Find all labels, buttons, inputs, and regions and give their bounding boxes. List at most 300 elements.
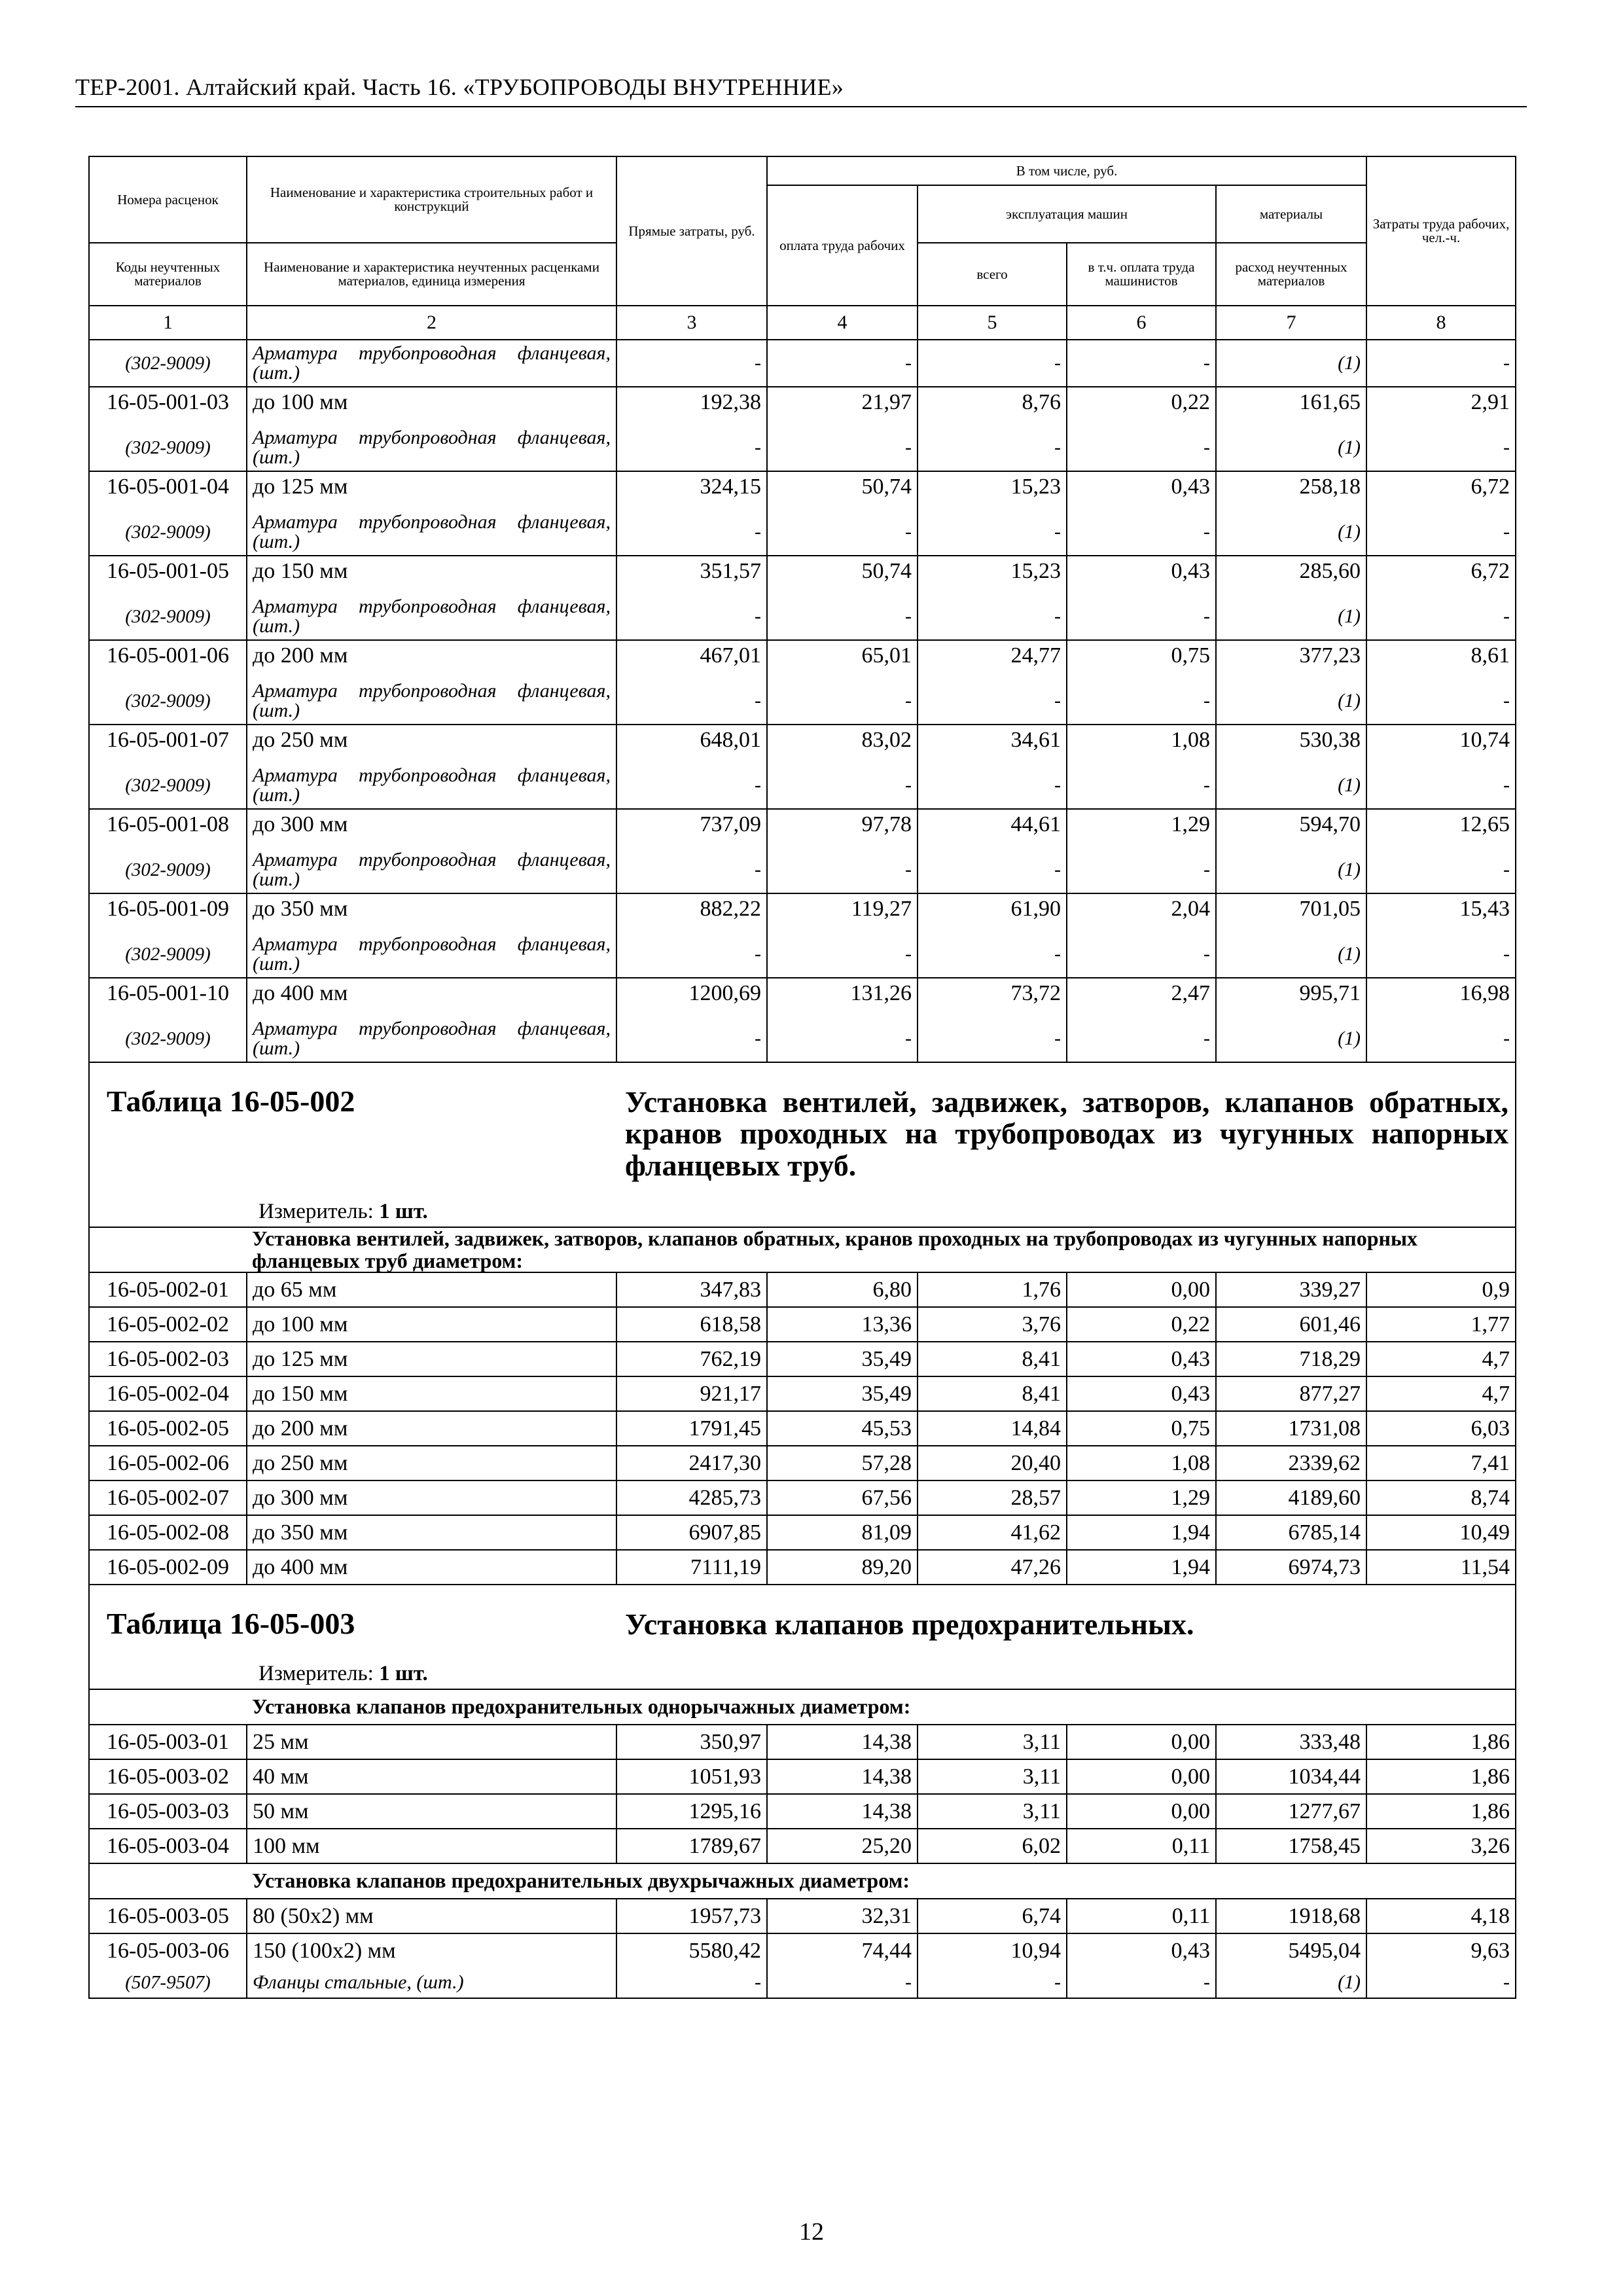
direct-costs-value: - — [616, 678, 767, 725]
section-caption: Установка клапанов предохранительных двухрычажных диаметром: — [247, 1863, 1516, 1899]
direct-costs-value: 347,83 — [616, 1272, 767, 1307]
machinist-pay-value: 1,29 — [1067, 1480, 1216, 1515]
material-row — [89, 847, 1516, 893]
labor-cost-value: - — [1366, 594, 1516, 640]
unit-label: Измеритель: — [259, 1662, 374, 1686]
machines-total-value: - — [918, 678, 1067, 725]
machines-total-value: 8,41 — [918, 1376, 1067, 1411]
rate-code: 16-05-001-09 — [89, 893, 247, 931]
material-usage-value: 1731,08 — [1216, 1411, 1366, 1446]
table-row — [89, 556, 1516, 594]
direct-costs-value: 351,57 — [616, 556, 767, 594]
machines-total-value: 28,57 — [918, 1480, 1067, 1515]
rate-code: 16-05-002-09 — [89, 1550, 247, 1585]
direct-costs-value: - — [616, 762, 767, 809]
col-header-worker-pay: оплата труда рабочих — [767, 185, 918, 306]
material-usage-value: 339,27 — [1216, 1272, 1366, 1307]
direct-costs-value: 921,17 — [616, 1376, 767, 1411]
rate-code: 16-05-001-05 — [89, 556, 247, 594]
labor-cost-value: 8,61 — [1366, 640, 1516, 678]
machines-total-value: 1,76 — [918, 1272, 1067, 1307]
material-usage-value: 1918,68 — [1216, 1899, 1366, 1933]
direct-costs-value: - — [616, 1967, 767, 1998]
rate-code: 16-05-002-06 — [89, 1446, 247, 1480]
direct-costs-value: - — [616, 340, 767, 387]
worker-pay-value: 50,74 — [767, 556, 918, 594]
material-usage-value: 1034,44 — [1216, 1759, 1366, 1794]
table-row — [89, 1480, 1516, 1515]
worker-pay-value: - — [767, 931, 918, 978]
machinist-pay-value: - — [1067, 340, 1216, 387]
material-name: Фланцы стальные, (шт.) — [247, 1967, 616, 1998]
col-number: 1 — [89, 306, 247, 340]
labor-cost-value: 1,86 — [1366, 1759, 1516, 1794]
direct-costs-value: 4285,73 — [616, 1480, 767, 1515]
material-row — [89, 762, 1516, 809]
labor-cost-value: 1,77 — [1366, 1307, 1516, 1342]
worker-pay-value: 89,20 — [767, 1550, 918, 1585]
table-title-row — [89, 1585, 1516, 1689]
section-caption-row — [89, 1863, 1516, 1899]
machinist-pay-value: 1,29 — [1067, 809, 1216, 847]
direct-costs-value: - — [616, 509, 767, 556]
material-usage-value: 594,70 — [1216, 809, 1366, 847]
labor-cost-value: 12,65 — [1366, 809, 1516, 847]
rate-name: до 100 мм — [247, 1307, 616, 1342]
table-row — [89, 387, 1516, 425]
rate-name: 100 мм — [247, 1829, 616, 1863]
material-usage-value: (1) — [1216, 1016, 1366, 1062]
section-caption-row — [89, 1227, 1516, 1272]
table-row — [89, 1899, 1516, 1933]
direct-costs-value: - — [616, 594, 767, 640]
direct-costs-value: 6907,85 — [616, 1515, 767, 1550]
machines-total-value: 34,61 — [918, 725, 1067, 762]
col-header-material-codes: Коды неучтенных материалов — [89, 243, 247, 306]
direct-costs-value: 1200,69 — [616, 978, 767, 1016]
machines-total-value: - — [918, 594, 1067, 640]
material-code: (302-9009) — [89, 847, 247, 893]
col-header-including: В том числе, руб. — [767, 156, 1366, 185]
rate-code: 16-05-003-05 — [89, 1899, 247, 1933]
machines-total-value: 6,02 — [918, 1829, 1067, 1863]
worker-pay-value: 21,97 — [767, 387, 918, 425]
rate-code: 16-05-001-10 — [89, 978, 247, 1016]
material-row — [89, 931, 1516, 978]
col-number: 6 — [1067, 306, 1216, 340]
material-row — [89, 1016, 1516, 1062]
machinist-pay-value: 1,08 — [1067, 1446, 1216, 1480]
worker-pay-value: 97,78 — [767, 809, 918, 847]
material-usage-value: 377,23 — [1216, 640, 1366, 678]
machines-total-value: 44,61 — [918, 809, 1067, 847]
direct-costs-value: 1051,93 — [616, 1759, 767, 1794]
table-row — [89, 893, 1516, 931]
material-usage-value: 4189,60 — [1216, 1480, 1366, 1515]
worker-pay-value: 32,31 — [767, 1899, 918, 1933]
direct-costs-value: - — [616, 1016, 767, 1062]
direct-costs-value: 737,09 — [616, 809, 767, 847]
machinist-pay-value: 0,00 — [1067, 1725, 1216, 1759]
header-rule — [75, 106, 1527, 107]
material-row — [89, 509, 1516, 556]
table-row — [89, 1515, 1516, 1550]
col-header-machinist-pay: в т.ч. оплата труда машинистов — [1067, 243, 1216, 306]
worker-pay-value: 35,49 — [767, 1342, 918, 1376]
labor-cost-value: - — [1366, 762, 1516, 809]
material-usage-value: (1) — [1216, 678, 1366, 725]
rate-code: 16-05-002-03 — [89, 1342, 247, 1376]
direct-costs-value: 7111,19 — [616, 1550, 767, 1585]
direct-costs-value: - — [616, 847, 767, 893]
labor-cost-value: 11,54 — [1366, 1550, 1516, 1585]
col-header-labor: Затраты труда рабочих, чел.-ч. — [1366, 156, 1516, 306]
worker-pay-value: - — [767, 762, 918, 809]
table-description: Установка клапанов предохранительных. — [625, 1607, 1194, 1641]
table-row — [89, 1829, 1516, 1863]
col-number: 2 — [247, 306, 616, 340]
labor-cost-value: 8,74 — [1366, 1480, 1516, 1515]
material-name: Арматура трубопроводная фланцевая, (шт.) — [247, 1016, 616, 1062]
material-row — [89, 340, 1516, 387]
material-usage-value: 6974,73 — [1216, 1550, 1366, 1585]
rate-name: до 300 мм — [247, 809, 616, 847]
page-number: 12 — [799, 2218, 824, 2246]
table-row — [89, 1272, 1516, 1307]
col-header-material-usage: расход неучтенных материалов — [1216, 243, 1366, 306]
rate-name: до 350 мм — [247, 893, 616, 931]
worker-pay-value: - — [767, 1016, 918, 1062]
labor-cost-value: 6,72 — [1366, 556, 1516, 594]
direct-costs-value: 324,15 — [616, 471, 767, 509]
material-row — [89, 1967, 1516, 1998]
rate-code: 16-05-002-04 — [89, 1376, 247, 1411]
worker-pay-value: 25,20 — [767, 1829, 918, 1863]
worker-pay-value: 13,36 — [767, 1307, 918, 1342]
rate-name: до 250 мм — [247, 725, 616, 762]
machinist-pay-value: - — [1067, 762, 1216, 809]
material-usage-value: 877,27 — [1216, 1376, 1366, 1411]
section-caption: Установка вентилей, задвижек, затворов, клапанов обратных, кранов проходных на трубопроводах из чугунных напорных фланцевых труб диаметром: — [247, 1227, 1516, 1272]
material-code: (302-9009) — [89, 1016, 247, 1062]
rates-table — [88, 156, 1516, 1999]
worker-pay-value: 50,74 — [767, 471, 918, 509]
table-row — [89, 1411, 1516, 1446]
worker-pay-value: 14,38 — [767, 1725, 918, 1759]
material-usage-value: (1) — [1216, 425, 1366, 471]
labor-cost-value: - — [1366, 340, 1516, 387]
material-name: Арматура трубопроводная фланцевая, (шт.) — [247, 340, 616, 387]
material-name: Арматура трубопроводная фланцевая, (шт.) — [247, 425, 616, 471]
material-name: Арматура трубопроводная фланцевая, (шт.) — [247, 509, 616, 556]
running-header: ТЕР-2001. Алтайский край. Часть 16. «ТРУБОПРОВОДЫ ВНУТРЕННИЕ» — [75, 74, 844, 100]
table-number-title: Таблица 16-05-002 — [107, 1085, 355, 1118]
table-row — [89, 1759, 1516, 1794]
material-usage-value: (1) — [1216, 594, 1366, 640]
material-usage-value: (1) — [1216, 340, 1366, 387]
direct-costs-value: 192,38 — [616, 387, 767, 425]
machines-total-value: 14,84 — [918, 1411, 1067, 1446]
machines-total-value: 8,41 — [918, 1342, 1067, 1376]
direct-costs-value: 762,19 — [616, 1342, 767, 1376]
machines-total-value: - — [918, 1016, 1067, 1062]
rate-name: до 65 мм — [247, 1272, 616, 1307]
labor-cost-value: - — [1366, 509, 1516, 556]
material-usage-value: 5495,04 — [1216, 1933, 1366, 1967]
material-code: (302-9009) — [89, 425, 247, 471]
material-code: (302-9009) — [89, 340, 247, 387]
table-title-block — [89, 1585, 1516, 1689]
direct-costs-value: 5580,42 — [616, 1933, 767, 1967]
labor-cost-value: - — [1366, 1016, 1516, 1062]
table-row — [89, 725, 1516, 762]
table-row — [89, 1794, 1516, 1829]
worker-pay-value: 14,38 — [767, 1759, 918, 1794]
unit-of-measure — [259, 1201, 428, 1223]
col-number: 7 — [1216, 306, 1366, 340]
labor-cost-value: 15,43 — [1366, 893, 1516, 931]
col-header-direct-costs: Прямые затраты, руб. — [616, 156, 767, 306]
worker-pay-value: 45,53 — [767, 1411, 918, 1446]
machinist-pay-value: 1,94 — [1067, 1550, 1216, 1585]
table-number-title: Таблица 16-05-003 — [107, 1607, 355, 1641]
worker-pay-value: 57,28 — [767, 1446, 918, 1480]
worker-pay-value: 65,01 — [767, 640, 918, 678]
material-usage-value: (1) — [1216, 847, 1366, 893]
machines-total-value: - — [918, 847, 1067, 893]
labor-cost-value: 10,49 — [1366, 1515, 1516, 1550]
machinist-pay-value: 0,11 — [1067, 1899, 1216, 1933]
material-name: Арматура трубопроводная фланцевая, (шт.) — [247, 762, 616, 809]
direct-costs-value: 467,01 — [616, 640, 767, 678]
rate-name: до 200 мм — [247, 1411, 616, 1446]
unit-value: 1 шт. — [379, 1200, 428, 1223]
material-usage-value: 258,18 — [1216, 471, 1366, 509]
col-number: 5 — [918, 306, 1067, 340]
caption-spacer — [89, 1227, 247, 1272]
rate-code: 16-05-002-02 — [89, 1307, 247, 1342]
labor-cost-value: - — [1366, 847, 1516, 893]
labor-cost-value: 4,7 — [1366, 1376, 1516, 1411]
rate-name: до 150 мм — [247, 1376, 616, 1411]
machinist-pay-value: - — [1067, 425, 1216, 471]
worker-pay-value: 35,49 — [767, 1376, 918, 1411]
rate-code: 16-05-001-06 — [89, 640, 247, 678]
rate-code: 16-05-003-03 — [89, 1794, 247, 1829]
machines-total-value: 10,94 — [918, 1933, 1067, 1967]
machines-total-value: 15,23 — [918, 556, 1067, 594]
material-usage-value: 1758,45 — [1216, 1829, 1366, 1863]
material-code: (302-9009) — [89, 509, 247, 556]
labor-cost-value: 2,91 — [1366, 387, 1516, 425]
material-usage-value: 601,46 — [1216, 1307, 1366, 1342]
table-row — [89, 640, 1516, 678]
rate-name: до 150 мм — [247, 556, 616, 594]
caption-spacer — [89, 1689, 247, 1725]
rate-name: до 100 мм — [247, 387, 616, 425]
direct-costs-value: 2417,30 — [616, 1446, 767, 1480]
machines-total-value: 20,40 — [918, 1446, 1067, 1480]
material-name: Арматура трубопроводная фланцевая, (шт.) — [247, 931, 616, 978]
labor-cost-value: - — [1366, 425, 1516, 471]
table-row — [89, 1446, 1516, 1480]
rate-code: 16-05-003-06 — [89, 1933, 247, 1967]
rate-code: 16-05-003-04 — [89, 1829, 247, 1863]
rate-name: 40 мм — [247, 1759, 616, 1794]
machines-total-value: 3,76 — [918, 1307, 1067, 1342]
material-usage-value: 333,48 — [1216, 1725, 1366, 1759]
table-row — [89, 1933, 1516, 1967]
material-code: (302-9009) — [89, 762, 247, 809]
labor-cost-value: 10,74 — [1366, 725, 1516, 762]
machinist-pay-value: 0,22 — [1067, 387, 1216, 425]
material-usage-value: 1277,67 — [1216, 1794, 1366, 1829]
rate-name: 50 мм — [247, 1794, 616, 1829]
material-row — [89, 425, 1516, 471]
worker-pay-value: 131,26 — [767, 978, 918, 1016]
rate-name: до 250 мм — [247, 1446, 616, 1480]
machines-total-value: 3,11 — [918, 1759, 1067, 1794]
worker-pay-value: 74,44 — [767, 1933, 918, 1967]
material-usage-value: 6785,14 — [1216, 1515, 1366, 1550]
labor-cost-value: - — [1366, 931, 1516, 978]
rate-name: до 200 мм — [247, 640, 616, 678]
col-header-materials: материалы — [1216, 185, 1366, 243]
material-usage-value: (1) — [1216, 509, 1366, 556]
machines-total-value: 3,11 — [918, 1794, 1067, 1829]
rate-name: до 125 мм — [247, 471, 616, 509]
worker-pay-value: 83,02 — [767, 725, 918, 762]
table-row — [89, 1376, 1516, 1411]
unit-value: 1 шт. — [379, 1662, 428, 1686]
machinist-pay-value: - — [1067, 594, 1216, 640]
direct-costs-value: 1789,67 — [616, 1829, 767, 1863]
rate-code: 16-05-001-07 — [89, 725, 247, 762]
direct-costs-value: - — [616, 931, 767, 978]
material-usage-value: 530,38 — [1216, 725, 1366, 762]
material-usage-value: 701,05 — [1216, 893, 1366, 931]
machinist-pay-value: 0,11 — [1067, 1829, 1216, 1863]
direct-costs-value: 1295,16 — [616, 1794, 767, 1829]
table-description: Установка вентилей, задвижек, затворов, клапанов обратных, кранов проходных на трубопроводах из чугунных напорных фланцевых труб. — [625, 1085, 1508, 1182]
machines-total-value: - — [918, 425, 1067, 471]
machines-total-value: - — [918, 340, 1067, 387]
section-caption-row — [89, 1689, 1516, 1725]
direct-costs-value: 1957,73 — [616, 1899, 767, 1933]
labor-cost-value: 4,7 — [1366, 1342, 1516, 1376]
machines-total-value: 3,11 — [918, 1725, 1067, 1759]
machinist-pay-value: 1,94 — [1067, 1515, 1216, 1550]
table-title-row — [89, 1062, 1516, 1227]
direct-costs-value: - — [616, 425, 767, 471]
direct-costs-value: 618,58 — [616, 1307, 767, 1342]
col-number: 4 — [767, 306, 918, 340]
labor-cost-value: 7,41 — [1366, 1446, 1516, 1480]
material-usage-value: 995,71 — [1216, 978, 1366, 1016]
machinist-pay-value: 0,75 — [1067, 1411, 1216, 1446]
worker-pay-value: 14,38 — [767, 1794, 918, 1829]
machines-total-value: - — [918, 931, 1067, 978]
machinist-pay-value: 0,22 — [1067, 1307, 1216, 1342]
rate-code: 16-05-003-02 — [89, 1759, 247, 1794]
machinist-pay-value: 0,75 — [1067, 640, 1216, 678]
machines-total-value: 15,23 — [918, 471, 1067, 509]
labor-cost-value: 6,03 — [1366, 1411, 1516, 1446]
machinist-pay-value: 1,08 — [1067, 725, 1216, 762]
worker-pay-value: 6,80 — [767, 1272, 918, 1307]
table-row — [89, 1307, 1516, 1342]
worker-pay-value: - — [767, 509, 918, 556]
rate-name: 25 мм — [247, 1725, 616, 1759]
machinist-pay-value: - — [1067, 847, 1216, 893]
worker-pay-value: - — [767, 847, 918, 893]
table-row — [89, 809, 1516, 847]
labor-cost-value: 0,9 — [1366, 1272, 1516, 1307]
material-name: Арматура трубопроводная фланцевая, (шт.) — [247, 678, 616, 725]
rate-code: 16-05-001-08 — [89, 809, 247, 847]
material-usage-value: 285,60 — [1216, 556, 1366, 594]
rate-name: до 350 мм — [247, 1515, 616, 1550]
material-usage-value: 718,29 — [1216, 1342, 1366, 1376]
machinist-pay-value: 0,00 — [1067, 1794, 1216, 1829]
rate-name: 150 (100х2) мм — [247, 1933, 616, 1967]
table-row — [89, 471, 1516, 509]
machines-total-value: 61,90 — [918, 893, 1067, 931]
worker-pay-value: 81,09 — [767, 1515, 918, 1550]
material-code: (302-9009) — [89, 678, 247, 725]
machinist-pay-value: 0,43 — [1067, 556, 1216, 594]
table-row — [89, 1342, 1516, 1376]
col-header-material-names: Наименование и характеристика неучтенных расценками материалов, единица измерения — [247, 243, 616, 306]
machines-total-value: - — [918, 1967, 1067, 1998]
machinist-pay-value: - — [1067, 1016, 1216, 1062]
rate-name: до 300 мм — [247, 1480, 616, 1515]
rate-name: 80 (50х2) мм — [247, 1899, 616, 1933]
labor-cost-value: 16,98 — [1366, 978, 1516, 1016]
direct-costs-value: 882,22 — [616, 893, 767, 931]
machinist-pay-value: - — [1067, 509, 1216, 556]
col-number: 3 — [616, 306, 767, 340]
machinist-pay-value: - — [1067, 678, 1216, 725]
worker-pay-value: 67,56 — [767, 1480, 918, 1515]
labor-cost-value: 1,86 — [1366, 1725, 1516, 1759]
section-caption: Установка клапанов предохранительных однорычажных диаметром: — [247, 1689, 1516, 1725]
machinist-pay-value: 0,43 — [1067, 1376, 1216, 1411]
machinist-pay-value: 2,47 — [1067, 978, 1216, 1016]
machinist-pay-value: 0,00 — [1067, 1272, 1216, 1307]
labor-cost-value: - — [1366, 678, 1516, 725]
machinist-pay-value: 0,43 — [1067, 1342, 1216, 1376]
machines-total-value: 47,26 — [918, 1550, 1067, 1585]
machines-total-value: 8,76 — [918, 387, 1067, 425]
machines-total-value: 73,72 — [918, 978, 1067, 1016]
labor-cost-value: 4,18 — [1366, 1899, 1516, 1933]
col-header-machines: эксплуатация машин — [918, 185, 1216, 243]
rate-code: 16-05-003-01 — [89, 1725, 247, 1759]
material-usage-value: (1) — [1216, 1967, 1366, 1998]
material-row — [89, 594, 1516, 640]
rate-code: 16-05-002-08 — [89, 1515, 247, 1550]
material-usage-value: 161,65 — [1216, 387, 1366, 425]
machines-total-value: - — [918, 509, 1067, 556]
machines-total-value: 6,74 — [918, 1899, 1067, 1933]
labor-cost-value: - — [1366, 1967, 1516, 1998]
table-row — [89, 1550, 1516, 1585]
material-name: Арматура трубопроводная фланцевая, (шт.) — [247, 594, 616, 640]
rate-code: 16-05-002-07 — [89, 1480, 247, 1515]
table-row — [89, 1725, 1516, 1759]
table-title-block — [89, 1062, 1516, 1227]
